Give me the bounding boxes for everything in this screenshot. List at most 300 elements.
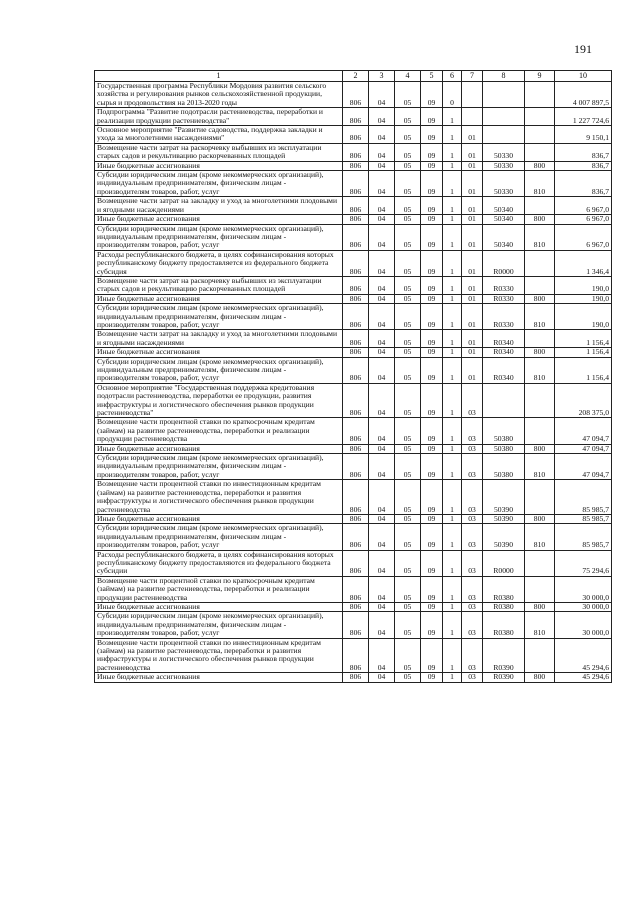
rz-code-cell: 04 bbox=[369, 161, 395, 170]
event-code-cell: 01 bbox=[462, 143, 483, 161]
prz-code-cell: 05 bbox=[395, 602, 421, 611]
vr-code-cell: 810 bbox=[525, 224, 555, 250]
event-code-cell: 01 bbox=[462, 171, 483, 197]
direction-code-cell: 50380 bbox=[483, 418, 525, 444]
event-code-cell: 03 bbox=[462, 383, 483, 418]
rz-code-cell: 04 bbox=[369, 294, 395, 303]
column-header: 4 bbox=[395, 71, 421, 82]
gr-code-cell: 806 bbox=[343, 418, 369, 444]
table-row bbox=[95, 550, 612, 576]
direction-code-cell: 50380 bbox=[483, 444, 525, 453]
amount-cell: 30 000,0 bbox=[555, 612, 612, 638]
gr-code-cell: 806 bbox=[343, 250, 369, 276]
direction-code-cell: R0380 bbox=[483, 602, 525, 611]
table-row bbox=[95, 480, 612, 515]
table-row bbox=[95, 612, 612, 638]
direction-code-cell: 50340 bbox=[483, 215, 525, 224]
amount-cell: 190,0 bbox=[555, 276, 612, 294]
event-code-cell bbox=[462, 82, 483, 108]
direction-code-cell: 50330 bbox=[483, 161, 525, 170]
row-name-cell: Возмещение части процентной ставки по инвестиционным кредитам (займам) на развитие растениеводства, переработки и развития инфраструктуры и логистического обеспечения рынков продукции растениеводства bbox=[95, 638, 343, 673]
amount-cell: 6 967,0 bbox=[555, 215, 612, 224]
event-code-cell: 03 bbox=[462, 418, 483, 444]
program-code-cell: 09 bbox=[421, 304, 443, 330]
vr-code-cell: 810 bbox=[525, 612, 555, 638]
column-header: 6 bbox=[443, 71, 462, 82]
subprogram-code-cell: 1 bbox=[443, 418, 462, 444]
gr-code-cell: 806 bbox=[343, 197, 369, 215]
column-header: 3 bbox=[369, 71, 395, 82]
event-code-cell: 01 bbox=[462, 197, 483, 215]
rz-code-cell: 04 bbox=[369, 108, 395, 126]
program-code-cell: 09 bbox=[421, 480, 443, 515]
amount-cell: 30 000,0 bbox=[555, 576, 612, 602]
prz-code-cell: 05 bbox=[395, 161, 421, 170]
event-code-cell: 03 bbox=[462, 444, 483, 453]
program-code-cell: 09 bbox=[421, 126, 443, 144]
event-code-cell: 01 bbox=[462, 161, 483, 170]
vr-code-cell bbox=[525, 550, 555, 576]
subprogram-code-cell: 1 bbox=[443, 108, 462, 126]
subprogram-code-cell: 1 bbox=[443, 304, 462, 330]
vr-code-cell: 800 bbox=[525, 514, 555, 523]
program-code-cell: 09 bbox=[421, 514, 443, 523]
vr-code-cell bbox=[525, 108, 555, 126]
amount-cell: 836,7 bbox=[555, 143, 612, 161]
event-code-cell: 03 bbox=[462, 612, 483, 638]
direction-code-cell: 50330 bbox=[483, 143, 525, 161]
vr-code-cell bbox=[525, 276, 555, 294]
prz-code-cell: 05 bbox=[395, 418, 421, 444]
subprogram-code-cell: 1 bbox=[443, 197, 462, 215]
event-code-cell: 03 bbox=[462, 602, 483, 611]
subprogram-code-cell: 1 bbox=[443, 383, 462, 418]
prz-code-cell: 05 bbox=[395, 276, 421, 294]
row-name-cell: Субсидии юридическим лицам (кроме некоммерческих организаций), индивидуальным предпринимателям, физическим лицам - производителям товаров, работ, услуг bbox=[95, 304, 343, 330]
rz-code-cell: 04 bbox=[369, 276, 395, 294]
program-code-cell: 09 bbox=[421, 444, 443, 453]
table-body bbox=[95, 82, 612, 683]
direction-code-cell: R0000 bbox=[483, 250, 525, 276]
row-name-cell: Субсидии юридическим лицам (кроме некоммерческих организаций), индивидуальным предпринимателям, физическим лицам - производителям товаров, работ, услуг bbox=[95, 224, 343, 250]
vr-code-cell: 800 bbox=[525, 602, 555, 611]
rz-code-cell: 04 bbox=[369, 524, 395, 550]
subprogram-code-cell: 1 bbox=[443, 602, 462, 611]
amount-cell: 45 294,6 bbox=[555, 673, 612, 682]
gr-code-cell: 806 bbox=[343, 673, 369, 682]
gr-code-cell: 806 bbox=[343, 224, 369, 250]
event-code-cell: 01 bbox=[462, 276, 483, 294]
gr-code-cell: 806 bbox=[343, 514, 369, 523]
direction-code-cell: 50340 bbox=[483, 224, 525, 250]
amount-cell: 85 985,7 bbox=[555, 524, 612, 550]
event-code-cell: 03 bbox=[462, 524, 483, 550]
rz-code-cell: 04 bbox=[369, 673, 395, 682]
gr-code-cell: 806 bbox=[343, 294, 369, 303]
direction-code-cell: R0330 bbox=[483, 294, 525, 303]
vr-code-cell: 800 bbox=[525, 161, 555, 170]
subprogram-code-cell: 0 bbox=[443, 82, 462, 108]
vr-code-cell bbox=[525, 250, 555, 276]
amount-cell: 1 227 724,6 bbox=[555, 108, 612, 126]
table-row bbox=[95, 357, 612, 383]
program-code-cell: 09 bbox=[421, 143, 443, 161]
program-code-cell: 09 bbox=[421, 108, 443, 126]
direction-code-cell bbox=[483, 82, 525, 108]
gr-code-cell: 806 bbox=[343, 276, 369, 294]
table-row bbox=[95, 276, 612, 294]
subprogram-code-cell: 1 bbox=[443, 638, 462, 673]
event-code-cell: 01 bbox=[462, 330, 483, 348]
subprogram-code-cell: 1 bbox=[443, 161, 462, 170]
program-code-cell: 09 bbox=[421, 602, 443, 611]
event-code-cell: 01 bbox=[462, 348, 483, 357]
program-code-cell: 09 bbox=[421, 171, 443, 197]
direction-code-cell: R0340 bbox=[483, 357, 525, 383]
subprogram-code-cell: 1 bbox=[443, 357, 462, 383]
table-row bbox=[95, 161, 612, 170]
direction-code-cell: 50340 bbox=[483, 197, 525, 215]
rz-code-cell: 04 bbox=[369, 638, 395, 673]
direction-code-cell bbox=[483, 383, 525, 418]
event-code-cell: 03 bbox=[462, 673, 483, 682]
vr-code-cell bbox=[525, 638, 555, 673]
table-row bbox=[95, 514, 612, 523]
amount-cell: 85 985,7 bbox=[555, 480, 612, 515]
gr-code-cell: 806 bbox=[343, 550, 369, 576]
column-header: 10 bbox=[555, 71, 612, 82]
gr-code-cell: 806 bbox=[343, 330, 369, 348]
column-header: 8 bbox=[483, 71, 525, 82]
direction-code-cell: 50390 bbox=[483, 514, 525, 523]
gr-code-cell: 806 bbox=[343, 480, 369, 515]
vr-code-cell: 800 bbox=[525, 215, 555, 224]
column-header: 2 bbox=[343, 71, 369, 82]
gr-code-cell: 806 bbox=[343, 638, 369, 673]
subprogram-code-cell: 1 bbox=[443, 224, 462, 250]
table-row bbox=[95, 215, 612, 224]
prz-code-cell: 05 bbox=[395, 612, 421, 638]
rz-code-cell: 04 bbox=[369, 250, 395, 276]
vr-code-cell bbox=[525, 330, 555, 348]
direction-code-cell: R0340 bbox=[483, 348, 525, 357]
subprogram-code-cell: 1 bbox=[443, 215, 462, 224]
vr-code-cell: 800 bbox=[525, 294, 555, 303]
vr-code-cell bbox=[525, 82, 555, 108]
amount-cell: 836,7 bbox=[555, 161, 612, 170]
subprogram-code-cell: 1 bbox=[443, 126, 462, 144]
table-row bbox=[95, 82, 612, 108]
column-header: 9 bbox=[525, 71, 555, 82]
rz-code-cell: 04 bbox=[369, 143, 395, 161]
direction-code-cell: R0330 bbox=[483, 304, 525, 330]
gr-code-cell: 806 bbox=[343, 161, 369, 170]
direction-code-cell: 50380 bbox=[483, 454, 525, 480]
subprogram-code-cell: 1 bbox=[443, 250, 462, 276]
subprogram-code-cell: 1 bbox=[443, 612, 462, 638]
table-row bbox=[95, 602, 612, 611]
rz-code-cell: 04 bbox=[369, 197, 395, 215]
amount-cell: 47 094,7 bbox=[555, 454, 612, 480]
row-name-cell: Подпрограмма "Развитие подотрасли растениеводства, переработки и реализации продукции растениеводства" bbox=[95, 108, 343, 126]
subprogram-code-cell: 1 bbox=[443, 454, 462, 480]
row-name-cell: Расходы республиканского бюджета, в целях софинансирования которых республиканскому бюджету предоставляется из федерального бюджета субсидия bbox=[95, 250, 343, 276]
event-code-cell: 03 bbox=[462, 550, 483, 576]
vr-code-cell: 800 bbox=[525, 348, 555, 357]
prz-code-cell: 05 bbox=[395, 215, 421, 224]
amount-cell: 6 967,0 bbox=[555, 224, 612, 250]
gr-code-cell: 806 bbox=[343, 304, 369, 330]
event-code-cell: 03 bbox=[462, 454, 483, 480]
gr-code-cell: 806 bbox=[343, 126, 369, 144]
table-row bbox=[95, 418, 612, 444]
prz-code-cell: 05 bbox=[395, 224, 421, 250]
event-code-cell: 01 bbox=[462, 304, 483, 330]
budget-table bbox=[94, 70, 612, 683]
prz-code-cell: 05 bbox=[395, 638, 421, 673]
program-code-cell: 09 bbox=[421, 348, 443, 357]
event-code-cell: 03 bbox=[462, 514, 483, 523]
gr-code-cell: 806 bbox=[343, 143, 369, 161]
rz-code-cell: 04 bbox=[369, 550, 395, 576]
rz-code-cell: 04 bbox=[369, 576, 395, 602]
row-name-cell: Возмещение части процентной ставки по краткосрочным кредитам (займам) на развитие растениеводства, переработки и реализации продукции растениеводства bbox=[95, 576, 343, 602]
amount-cell: 836,7 bbox=[555, 171, 612, 197]
prz-code-cell: 05 bbox=[395, 454, 421, 480]
amount-cell: 47 094,7 bbox=[555, 418, 612, 444]
rz-code-cell: 04 bbox=[369, 171, 395, 197]
rz-code-cell: 04 bbox=[369, 383, 395, 418]
subprogram-code-cell: 1 bbox=[443, 276, 462, 294]
row-name-cell: Возмещение части затрат на раскорчевку выбывших из эксплуатации старых садов и рекультивацию раскорчеванных площадей bbox=[95, 276, 343, 294]
row-name-cell: Возмещение части затрат на закладку и уход за многолетними плодовыми и ягодными насаждениями bbox=[95, 197, 343, 215]
amount-cell: 6 967,0 bbox=[555, 197, 612, 215]
vr-code-cell: 800 bbox=[525, 444, 555, 453]
gr-code-cell: 806 bbox=[343, 171, 369, 197]
row-name-cell: Иные бюджетные ассигнования bbox=[95, 514, 343, 523]
direction-code-cell: R0380 bbox=[483, 576, 525, 602]
vr-code-cell: 810 bbox=[525, 171, 555, 197]
gr-code-cell: 806 bbox=[343, 383, 369, 418]
program-code-cell: 09 bbox=[421, 454, 443, 480]
prz-code-cell: 05 bbox=[395, 383, 421, 418]
table-row bbox=[95, 171, 612, 197]
row-name-cell: Субсидии юридическим лицам (кроме некоммерческих организаций), индивидуальным предпринимателям, физическим лицам - производителям товаров, работ, услуг bbox=[95, 171, 343, 197]
column-header: 5 bbox=[421, 71, 443, 82]
direction-code-cell: R0390 bbox=[483, 638, 525, 673]
rz-code-cell: 04 bbox=[369, 612, 395, 638]
row-name-cell: Расходы республиканского бюджета, в целях софинансирования которых республиканскому бюджету предоставляются из федерального бюджета субсидии bbox=[95, 550, 343, 576]
row-name-cell: Иные бюджетные ассигнования bbox=[95, 348, 343, 357]
subprogram-code-cell: 1 bbox=[443, 348, 462, 357]
event-code-cell: 03 bbox=[462, 480, 483, 515]
event-code-cell: 01 bbox=[462, 357, 483, 383]
row-name-cell: Возмещение части процентной ставки по инвестиционным кредитам (займам) на развитие растениеводства, переработки и развития инфраструктуры и логистического обеспечения рынков продукции растениеводства bbox=[95, 480, 343, 515]
rz-code-cell: 04 bbox=[369, 304, 395, 330]
table-row bbox=[95, 197, 612, 215]
rz-code-cell: 04 bbox=[369, 514, 395, 523]
subprogram-code-cell: 1 bbox=[443, 444, 462, 453]
row-name-cell: Основное мероприятие "Развитие садоводства, поддержка закладки и ухода за многолетними насаждениями" bbox=[95, 126, 343, 144]
amount-cell: 190,0 bbox=[555, 294, 612, 303]
column-header: 7 bbox=[462, 71, 483, 82]
table-row bbox=[95, 576, 612, 602]
direction-code-cell: 50390 bbox=[483, 524, 525, 550]
column-header: 1 bbox=[95, 71, 343, 82]
vr-code-cell bbox=[525, 576, 555, 602]
subprogram-code-cell: 1 bbox=[443, 514, 462, 523]
amount-cell: 47 094,7 bbox=[555, 444, 612, 453]
program-code-cell: 09 bbox=[421, 82, 443, 108]
prz-code-cell: 05 bbox=[395, 143, 421, 161]
amount-cell: 45 294,6 bbox=[555, 638, 612, 673]
table-row bbox=[95, 126, 612, 144]
program-code-cell: 09 bbox=[421, 383, 443, 418]
event-code-cell bbox=[462, 108, 483, 126]
row-name-cell: Иные бюджетные ассигнования bbox=[95, 673, 343, 682]
event-code-cell: 01 bbox=[462, 294, 483, 303]
rz-code-cell: 04 bbox=[369, 348, 395, 357]
vr-code-cell bbox=[525, 197, 555, 215]
subprogram-code-cell: 1 bbox=[443, 143, 462, 161]
vr-code-cell: 810 bbox=[525, 357, 555, 383]
amount-cell: 1 156,4 bbox=[555, 357, 612, 383]
prz-code-cell: 05 bbox=[395, 348, 421, 357]
rz-code-cell: 04 bbox=[369, 454, 395, 480]
subprogram-code-cell: 1 bbox=[443, 550, 462, 576]
row-name-cell: Субсидии юридическим лицам (кроме некоммерческих организаций), индивидуальным предпринимателям, физическим лицам - производителям товаров, работ, услуг bbox=[95, 454, 343, 480]
subprogram-code-cell: 1 bbox=[443, 524, 462, 550]
direction-code-cell: 50330 bbox=[483, 171, 525, 197]
subprogram-code-cell: 1 bbox=[443, 330, 462, 348]
prz-code-cell: 05 bbox=[395, 294, 421, 303]
prz-code-cell: 05 bbox=[395, 550, 421, 576]
subprogram-code-cell: 1 bbox=[443, 673, 462, 682]
amount-cell: 30 000,0 bbox=[555, 602, 612, 611]
prz-code-cell: 05 bbox=[395, 250, 421, 276]
rz-code-cell: 04 bbox=[369, 126, 395, 144]
table-row bbox=[95, 108, 612, 126]
event-code-cell: 01 bbox=[462, 215, 483, 224]
prz-code-cell: 05 bbox=[395, 108, 421, 126]
prz-code-cell: 05 bbox=[395, 524, 421, 550]
program-code-cell: 09 bbox=[421, 330, 443, 348]
program-code-cell: 09 bbox=[421, 638, 443, 673]
subprogram-code-cell: 1 bbox=[443, 294, 462, 303]
rz-code-cell: 04 bbox=[369, 330, 395, 348]
table-row bbox=[95, 524, 612, 550]
prz-code-cell: 05 bbox=[395, 480, 421, 515]
amount-cell: 208 375,0 bbox=[555, 383, 612, 418]
gr-code-cell: 806 bbox=[343, 444, 369, 453]
program-code-cell: 09 bbox=[421, 418, 443, 444]
table-row bbox=[95, 330, 612, 348]
table-row bbox=[95, 673, 612, 682]
direction-code-cell: R0340 bbox=[483, 330, 525, 348]
vr-code-cell: 810 bbox=[525, 524, 555, 550]
program-code-cell: 09 bbox=[421, 612, 443, 638]
prz-code-cell: 05 bbox=[395, 330, 421, 348]
program-code-cell: 09 bbox=[421, 250, 443, 276]
vr-code-cell: 810 bbox=[525, 454, 555, 480]
prz-code-cell: 05 bbox=[395, 197, 421, 215]
program-code-cell: 09 bbox=[421, 215, 443, 224]
vr-code-cell: 810 bbox=[525, 304, 555, 330]
row-name-cell: Иные бюджетные ассигнования bbox=[95, 602, 343, 611]
direction-code-cell: 50390 bbox=[483, 480, 525, 515]
vr-code-cell bbox=[525, 383, 555, 418]
amount-cell: 1 156,4 bbox=[555, 330, 612, 348]
gr-code-cell: 806 bbox=[343, 612, 369, 638]
amount-cell: 1 156,4 bbox=[555, 348, 612, 357]
gr-code-cell: 806 bbox=[343, 576, 369, 602]
rz-code-cell: 04 bbox=[369, 480, 395, 515]
rz-code-cell: 04 bbox=[369, 215, 395, 224]
prz-code-cell: 05 bbox=[395, 514, 421, 523]
event-code-cell: 01 bbox=[462, 250, 483, 276]
gr-code-cell: 806 bbox=[343, 524, 369, 550]
table-row bbox=[95, 454, 612, 480]
event-code-cell: 01 bbox=[462, 126, 483, 144]
row-name-cell: Основное мероприятие "Государственная поддержка кредитования подотрасли растениеводства, переработки ее продукции, развития инфраструктуры и логистического обеспечения рынков продукции растениеводства" bbox=[95, 383, 343, 418]
program-code-cell: 09 bbox=[421, 224, 443, 250]
row-name-cell: Возмещение части затрат на раскорчевку выбывших из эксплуатации старых садов и рекультивацию раскорчеванных площадей bbox=[95, 143, 343, 161]
direction-code-cell: R0330 bbox=[483, 276, 525, 294]
direction-code-cell: R0390 bbox=[483, 673, 525, 682]
row-name-cell: Субсидии юридическим лицам (кроме некоммерческих организаций), индивидуальным предпринимателям, физическим лицам - производителям товаров, работ, услуг bbox=[95, 612, 343, 638]
event-code-cell: 03 bbox=[462, 638, 483, 673]
prz-code-cell: 05 bbox=[395, 304, 421, 330]
gr-code-cell: 806 bbox=[343, 215, 369, 224]
gr-code-cell: 806 bbox=[343, 357, 369, 383]
direction-code-cell: R0000 bbox=[483, 550, 525, 576]
page-number: 191 bbox=[574, 42, 592, 56]
table-row bbox=[95, 143, 612, 161]
row-name-cell: Субсидии юридическим лицам (кроме некоммерческих организаций), индивидуальным предпринимателям, физическим лицам - производителям товаров, работ, услуг bbox=[95, 357, 343, 383]
prz-code-cell: 05 bbox=[395, 171, 421, 197]
program-code-cell: 09 bbox=[421, 294, 443, 303]
program-code-cell: 09 bbox=[421, 197, 443, 215]
amount-cell: 9 150,1 bbox=[555, 126, 612, 144]
rz-code-cell: 04 bbox=[369, 82, 395, 108]
program-code-cell: 09 bbox=[421, 276, 443, 294]
table-row bbox=[95, 224, 612, 250]
program-code-cell: 09 bbox=[421, 524, 443, 550]
program-code-cell: 09 bbox=[421, 576, 443, 602]
amount-cell: 190,0 bbox=[555, 304, 612, 330]
table-row bbox=[95, 638, 612, 673]
subprogram-code-cell: 1 bbox=[443, 576, 462, 602]
rz-code-cell: 04 bbox=[369, 418, 395, 444]
vr-code-cell bbox=[525, 143, 555, 161]
table-row bbox=[95, 383, 612, 418]
row-name-cell: Иные бюджетные ассигнования bbox=[95, 294, 343, 303]
table-row bbox=[95, 250, 612, 276]
program-code-cell: 09 bbox=[421, 550, 443, 576]
prz-code-cell: 05 bbox=[395, 444, 421, 453]
vr-code-cell: 800 bbox=[525, 673, 555, 682]
table-row bbox=[95, 304, 612, 330]
prz-code-cell: 05 bbox=[395, 126, 421, 144]
direction-code-cell: R0380 bbox=[483, 612, 525, 638]
gr-code-cell: 806 bbox=[343, 454, 369, 480]
amount-cell: 75 294,6 bbox=[555, 550, 612, 576]
amount-cell: 4 007 897,5 bbox=[555, 82, 612, 108]
event-code-cell: 01 bbox=[462, 224, 483, 250]
gr-code-cell: 806 bbox=[343, 82, 369, 108]
prz-code-cell: 05 bbox=[395, 82, 421, 108]
prz-code-cell: 05 bbox=[395, 357, 421, 383]
